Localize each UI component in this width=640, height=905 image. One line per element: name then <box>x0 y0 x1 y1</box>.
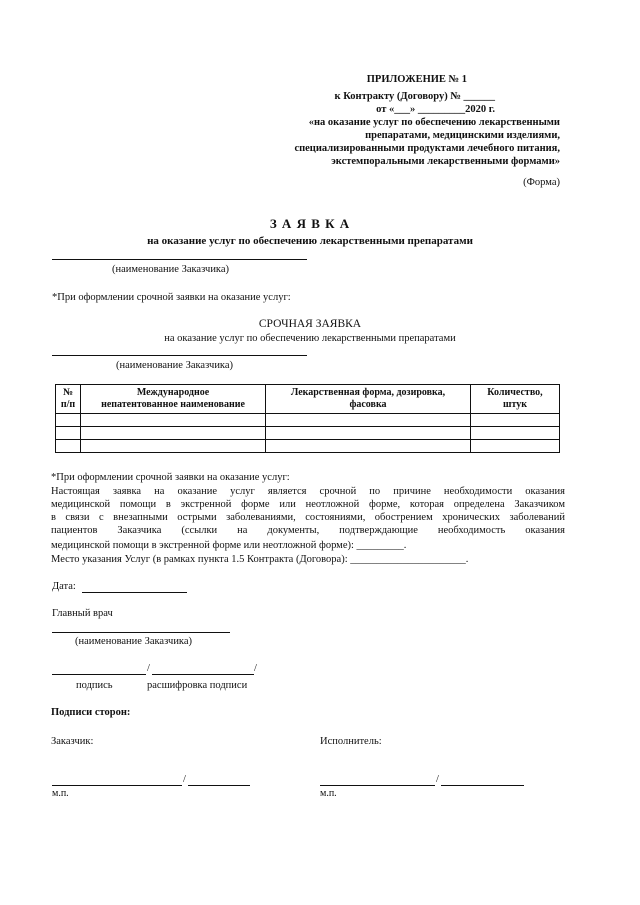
col-header-inn: Международное непатентованное наименование <box>81 385 266 414</box>
footnote-line-5: медицинской помощи в экстренной форме или неотложной форме): _________. <box>51 540 407 551</box>
contract-number-line: к Контракту (Договору) № ______ <box>334 91 495 102</box>
urgent-request-title: СРОЧНАЯ ЗАЯВКА <box>258 318 362 330</box>
executor-signature-slash: / <box>436 774 439 785</box>
table-cell[interactable] <box>81 427 266 440</box>
col-header-number: № п/п <box>56 385 81 414</box>
contract-subject-line-4: экстемпоральными лекарственными формами» <box>331 156 560 167</box>
contract-subject-line-2: препаратами, медицинскими изделиями, <box>365 130 560 141</box>
footnote-line-4: пациентов Заказчика (ссылки на документы, подтверждающие необходимость оказания <box>51 525 565 536</box>
executor-seal-label: м.п. <box>320 788 337 799</box>
table-cell[interactable] <box>56 414 81 427</box>
footnote-line-3: в связи с внезапными острыми заболеваниями, состояниями, обострением хронических заболеваний <box>51 512 565 523</box>
table-cell[interactable] <box>266 414 471 427</box>
chief-doctor-label: Главный врач <box>52 608 113 619</box>
date-field-line[interactable] <box>82 592 187 593</box>
table-cell[interactable] <box>56 440 81 453</box>
urgent-note: *При оформлении срочной заявки на оказание услуг: <box>52 292 291 303</box>
col-header-quantity: Количество, штук <box>471 385 560 414</box>
table-header-row <box>56 385 560 414</box>
items-table <box>55 384 560 453</box>
contract-subject-line-1: «на оказание услуг по обеспечению лекарственными <box>308 117 560 128</box>
executor-signature-line[interactable] <box>320 785 435 786</box>
form-label: (Форма) <box>523 177 560 188</box>
customer-seal-label: м.п. <box>52 788 69 799</box>
customer-decode-line[interactable] <box>188 785 250 786</box>
executor-decode-line[interactable] <box>441 785 524 786</box>
customer-name-caption: (наименование Заказчика) <box>112 264 230 275</box>
parties-signatures-title: Подписи сторон: <box>51 707 131 718</box>
date-label: Дата: <box>52 581 76 592</box>
table-cell[interactable] <box>471 414 560 427</box>
table-row <box>56 414 560 427</box>
signature-decode-line[interactable] <box>152 674 254 675</box>
urgent-request-subtitle: на оказание услуг по обеспечению лекарственными препаратами <box>164 333 456 344</box>
signature-line[interactable] <box>52 674 146 675</box>
signature-slash: / <box>147 663 150 674</box>
appendix-title: ПРИЛОЖЕНИЕ № 1 <box>366 74 467 85</box>
contract-date-line: от «___» _________2020 г. <box>376 104 495 115</box>
customer-name-caption-3: (наименование Заказчика) <box>75 636 193 647</box>
executor-party-label: Исполнитель: <box>320 736 382 747</box>
customer-name-line <box>52 259 307 260</box>
table-row <box>56 427 560 440</box>
footnote-intro: *При оформлении срочной заявки на оказание услуг: <box>51 472 290 483</box>
document-subtitle: на оказание услуг по обеспечению лекарственными препаратами <box>147 235 473 247</box>
customer-party-label: Заказчик: <box>51 736 94 747</box>
customer-name-line-2 <box>52 355 307 356</box>
footnote-line-2: медицинской помощи в экстренной форме или неотложной форме, которая определена Заказчиком <box>51 499 565 510</box>
document-title: З А Я В К А <box>269 216 351 231</box>
customer-name-line-3 <box>52 632 230 633</box>
table-cell[interactable] <box>81 440 266 453</box>
service-place-line: Место указания Услуг (в рамках пункта 1.5 Контракта (Договора): ______________________. <box>51 554 469 565</box>
table-cell[interactable] <box>266 440 471 453</box>
table-row <box>56 440 560 453</box>
signature-slash-end: / <box>254 663 257 674</box>
table-cell[interactable] <box>471 440 560 453</box>
customer-name-caption-2: (наименование Заказчика) <box>116 360 234 371</box>
signature-label: подпись <box>76 680 113 691</box>
signature-decode-label: расшифровка подписи <box>147 680 248 691</box>
table-cell[interactable] <box>266 427 471 440</box>
table-cell[interactable] <box>81 414 266 427</box>
table-cell[interactable] <box>56 427 81 440</box>
table-cell[interactable] <box>471 427 560 440</box>
contract-subject-line-3: специализированными продуктами лечебного питания, <box>294 143 560 154</box>
col-header-form: Лекарственная форма, дозировка, фасовка <box>266 385 471 414</box>
customer-signature-line[interactable] <box>52 785 182 786</box>
customer-signature-slash: / <box>183 774 186 785</box>
footnote-line-1: Настоящая заявка на оказание услуг является срочной по причине необходимости оказания <box>51 486 565 497</box>
